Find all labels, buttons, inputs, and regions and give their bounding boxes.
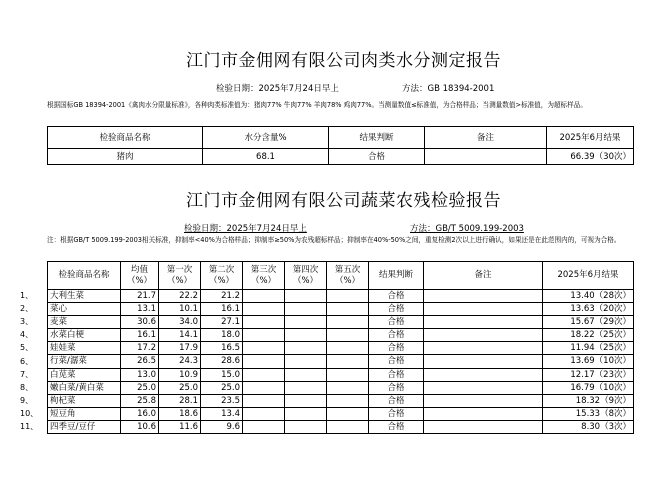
- col-header-average: 均值（%）: [121, 262, 159, 290]
- test-3-value: [243, 394, 285, 407]
- june-result-value: 13.40（28次）: [543, 290, 634, 303]
- row-index: 10、: [20, 408, 39, 418]
- test-5-value: [327, 355, 369, 368]
- remark-value: [424, 394, 543, 407]
- table-row: [48, 316, 634, 329]
- item-name: 娃娃菜: [48, 342, 121, 355]
- test-3-value: [243, 329, 285, 342]
- average-value: 21.7: [121, 290, 159, 303]
- test-1-value: 22.2: [159, 290, 201, 303]
- test-3-value: [243, 290, 285, 303]
- test-1-value: 14.1: [159, 329, 201, 342]
- row-index: 9、: [20, 395, 34, 405]
- col-header-test-1: 第一次（%）: [159, 262, 201, 290]
- moisture-value: 68.1: [203, 149, 329, 165]
- average-value: 25.8: [121, 394, 159, 407]
- test-4-value: [285, 342, 327, 355]
- meat-test-method: 方法：GB 18394-2001: [402, 84, 495, 94]
- test-4-value: [285, 355, 327, 368]
- average-value: 16.0: [121, 407, 159, 420]
- row-index: 1、: [20, 291, 34, 300]
- item-name: 行菜/潺菜: [48, 355, 121, 368]
- test-5-value: [327, 303, 369, 316]
- june-result-value: 8.30（3次）: [543, 420, 634, 433]
- result-value: 合格: [369, 329, 424, 342]
- row-index: 4、: [20, 330, 34, 340]
- col-header-test-5: 第五次（%）: [327, 262, 369, 290]
- result-value: 合格: [369, 290, 424, 303]
- col-header-test-4: 第四次（%）: [285, 262, 327, 290]
- test-5-value: [327, 290, 369, 303]
- row-index: 8、: [20, 382, 34, 392]
- remark-value: [424, 290, 543, 303]
- test-2-value: 16.1: [201, 303, 243, 316]
- col-header-test-2: 第二次（%）: [201, 262, 243, 290]
- row-index: 3、: [20, 317, 34, 327]
- remark-value: [424, 303, 543, 316]
- row-index: 5、: [20, 343, 34, 353]
- remark-value: [424, 407, 543, 420]
- test-5-value: [327, 342, 369, 355]
- veg-standard-note: 注：根据GB/T 5009.199-2003相关标准，抑制率<40%为合格样品；抑制率≥50%为农残超标样品；抑制率在40%-50%之间，重复检测2次以上进行确认，如果还是在此范围内的，可视为合格。: [47, 236, 621, 244]
- col-header-june-result: 2025年6月结果: [543, 262, 634, 290]
- result-value: 合格: [369, 342, 424, 355]
- table-row: [48, 407, 634, 420]
- test-4-value: [285, 394, 327, 407]
- row-index: 7、: [20, 369, 34, 379]
- table-row: [48, 342, 634, 355]
- result-value: 合格: [369, 303, 424, 316]
- test-3-value: [243, 342, 285, 355]
- remark-value: [424, 381, 543, 394]
- test-3-value: [243, 303, 285, 316]
- test-5-value: [327, 316, 369, 329]
- table-row: [48, 149, 634, 165]
- veg-report-title: 江门市金佣网有限公司蔬菜农残检验报告: [186, 191, 501, 211]
- result-value: 合格: [369, 420, 424, 433]
- test-4-value: [285, 303, 327, 316]
- row-index: 6、: [20, 356, 34, 366]
- average-value: 17.2: [121, 342, 159, 355]
- test-4-value: [285, 329, 327, 342]
- table-row: [48, 368, 634, 381]
- meat-report-title: 江门市金佣网有限公司肉类水分测定报告: [186, 51, 501, 71]
- remark-value: [424, 420, 543, 433]
- test-4-value: [285, 407, 327, 420]
- result-value: 合格: [369, 407, 424, 420]
- june-result-value: 13.63（20次）: [543, 303, 634, 316]
- test-3-value: [243, 368, 285, 381]
- test-2-value: 9.6: [201, 420, 243, 433]
- col-header-remark: 备注: [424, 262, 543, 290]
- test-4-value: [285, 290, 327, 303]
- average-value: 10.6: [121, 420, 159, 433]
- result-value: 合格: [369, 381, 424, 394]
- test-5-value: [327, 381, 369, 394]
- col-header-result: 结果判断: [329, 127, 425, 149]
- item-name: 短豆角: [48, 407, 121, 420]
- item-name: 嫩白菜/黄白菜: [48, 381, 121, 394]
- remark-value: [424, 316, 543, 329]
- item-name: 枸杞菜: [48, 394, 121, 407]
- test-1-value: 34.0: [159, 316, 201, 329]
- test-3-value: [243, 407, 285, 420]
- result-value: 合格: [369, 316, 424, 329]
- col-header-moisture: 水分含量%: [203, 127, 329, 149]
- june-result-value: 15.67（29次）: [543, 316, 634, 329]
- col-header-remark: 备注: [425, 127, 547, 149]
- item-name: 麦菜: [48, 316, 121, 329]
- meat-standard-note: 根据国标GB 18394-2001《禽肉水分限量标准》，各种肉类标准值为：猪肉77% 牛肉77% 羊肉78% 鸡肉77%。当测量数值≤标准值，为合格样品；当测量数值>标准值，为超标样品。: [47, 101, 587, 109]
- item-name: 大利生菜: [48, 290, 121, 303]
- test-3-value: [243, 316, 285, 329]
- remark-value: [424, 368, 543, 381]
- test-2-value: 18.0: [201, 329, 243, 342]
- test-1-value: 24.3: [159, 355, 201, 368]
- june-result-value: 13.69（10次）: [543, 355, 634, 368]
- test-4-value: [285, 381, 327, 394]
- test-2-value: 13.4: [201, 407, 243, 420]
- item-name: 菜心: [48, 303, 121, 316]
- meat-table: [47, 126, 634, 165]
- result-value: 合格: [369, 355, 424, 368]
- col-header-test-3: 第三次（%）: [243, 262, 285, 290]
- remark-value: [424, 342, 543, 355]
- table-row: [48, 329, 634, 342]
- june-result-value: 66.39（30次）: [547, 149, 634, 165]
- test-2-value: 21.2: [201, 290, 243, 303]
- test-5-value: [327, 368, 369, 381]
- test-5-value: [327, 329, 369, 342]
- test-1-value: 28.1: [159, 394, 201, 407]
- table-row: [48, 355, 634, 368]
- test-3-value: [243, 355, 285, 368]
- result-value: 合格: [369, 368, 424, 381]
- result-value: 合格: [329, 149, 425, 165]
- item-name: 猪肉: [48, 149, 203, 165]
- test-1-value: 18.6: [159, 407, 201, 420]
- row-index: 11、: [20, 422, 39, 431]
- average-value: 25.0: [121, 381, 159, 394]
- average-value: 13.0: [121, 368, 159, 381]
- average-value: 13.1: [121, 303, 159, 316]
- test-4-value: [285, 368, 327, 381]
- test-1-value: 11.6: [159, 420, 201, 433]
- june-result-value: 16.79（10次）: [543, 381, 634, 394]
- test-1-value: 25.0: [159, 381, 201, 394]
- row-index: 2、: [20, 304, 34, 314]
- june-result-value: 11.94（25次）: [543, 342, 634, 355]
- june-result-value: 15.33（8次）: [543, 407, 634, 420]
- col-header-item: 检验商品名称: [48, 262, 121, 290]
- table-row: [48, 420, 634, 433]
- remark-value: [424, 355, 543, 368]
- veg-test-method: 方法：GB/T 5009.199-2003: [410, 224, 524, 234]
- veg-table-header: [48, 262, 634, 290]
- test-4-value: [285, 316, 327, 329]
- table-row: [48, 303, 634, 316]
- veg-test-date: 检验日期：2025年7月24日早上: [184, 224, 307, 234]
- test-1-value: 10.1: [159, 303, 201, 316]
- test-5-value: [327, 407, 369, 420]
- col-header-june-result: 2025年6月结果: [547, 127, 634, 149]
- test-5-value: [327, 420, 369, 433]
- col-header-result: 结果判断: [369, 262, 424, 290]
- col-header-item: 检验商品名称: [48, 127, 203, 149]
- test-2-value: 28.6: [201, 355, 243, 368]
- test-2-value: 23.5: [201, 394, 243, 407]
- veg-table: [47, 261, 634, 434]
- june-result-value: 18.32（9次）: [543, 394, 634, 407]
- test-1-value: 10.9: [159, 368, 201, 381]
- test-1-value: 17.9: [159, 342, 201, 355]
- remark-value: [424, 329, 543, 342]
- test-2-value: 25.0: [201, 381, 243, 394]
- average-value: 30.6: [121, 316, 159, 329]
- meat-test-date: 检验日期：2025年7月24日早上: [216, 84, 339, 94]
- item-name: 水菜白梗: [48, 329, 121, 342]
- june-result-value: 18.22（25次）: [543, 329, 634, 342]
- item-name: 白苋菜: [48, 368, 121, 381]
- remark-value: [425, 149, 547, 165]
- average-value: 16.1: [121, 329, 159, 342]
- meat-table-header: [48, 127, 634, 149]
- item-name: 四季豆/豆仔: [48, 420, 121, 433]
- average-value: 26.5: [121, 355, 159, 368]
- test-3-value: [243, 420, 285, 433]
- test-2-value: 16.5: [201, 342, 243, 355]
- test-2-value: 15.0: [201, 368, 243, 381]
- table-row: [48, 381, 634, 394]
- table-row: [48, 394, 634, 407]
- test-5-value: [327, 394, 369, 407]
- june-result-value: 12.17（23次）: [543, 368, 634, 381]
- test-4-value: [285, 420, 327, 433]
- test-2-value: 27.1: [201, 316, 243, 329]
- table-row: [48, 290, 634, 303]
- result-value: 合格: [369, 394, 424, 407]
- test-3-value: [243, 381, 285, 394]
